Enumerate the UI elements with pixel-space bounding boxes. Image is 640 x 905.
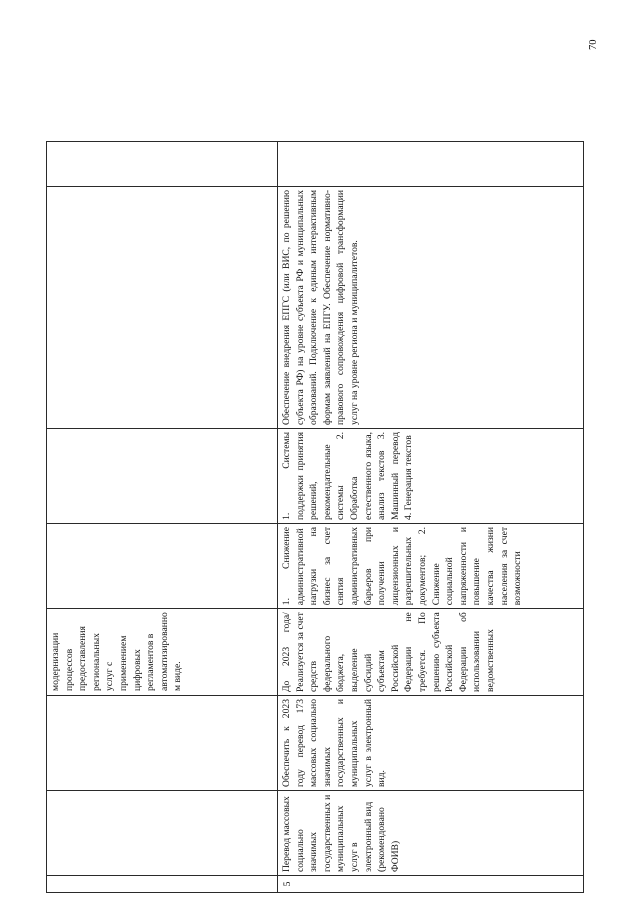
cell-technologies-prev [47, 428, 278, 523]
cell-effects-prev [47, 523, 278, 608]
roadmap-table [46, 141, 584, 893]
cell-goal-prev [47, 696, 278, 791]
cell-empty-prev [47, 141, 278, 186]
table-row [278, 141, 584, 892]
cell-financing-prev [47, 609, 278, 696]
cell-description-prev [47, 186, 278, 428]
cell-empty [278, 141, 584, 186]
table-row-continuation [47, 141, 278, 892]
page-number: 70 [588, 39, 599, 50]
cell-financing: До 2023 года/ Реализуется за счет средств федерального бюджета, выделение субсидий субъектам Российской Федерации не требуется. По решению субъекта Российской Федерации об использовании ведомственных [278, 609, 584, 696]
continuation-text: модернизации процессов предоставления региональных услуг с применением цифровых регламентов в автоматизированно м виде. [50, 612, 184, 691]
cell-number-prev [47, 876, 278, 893]
cell-name-prev [47, 791, 278, 876]
cell-name: Перевод массовых социально значимых государственных и муниципальных услуг в электронный вид (рекомендовано ФОИВ) [278, 791, 584, 876]
cell-goal: Обеспечить к 2023 году перевод 173 массовых социально значимых государственных и муниципальных услуг в электронный вид. [278, 696, 584, 791]
cell-description: Обеспечение внедрения ЕПГС (или ВИС, по решению субъекта РФ) на уровне субъекта РФ и муниципальных образований. Подключение к единым интерактивным формам заявлений на ЕПГУ. Обеспечение нормативно-правового сопровождения цифровой трансформации услуг на уровне региона и муниципалитетов. [278, 186, 584, 428]
cell-effects: 1. Снижение административной нагрузки на бизнес за счет снятия административных барьеров при получении лицензионных и разрешительных документов; 2. Снижение социальной напряженности и повышение качества жизни населения за счет возможности [278, 523, 584, 608]
row-number: 5 [278, 876, 584, 893]
cell-technologies: 1. Системы поддержки принятия решений, рекомендательные системы 2. Обработка естественного языка, анализ текстов 3. Машинный перевод 4. Генерация текстов [278, 428, 584, 523]
